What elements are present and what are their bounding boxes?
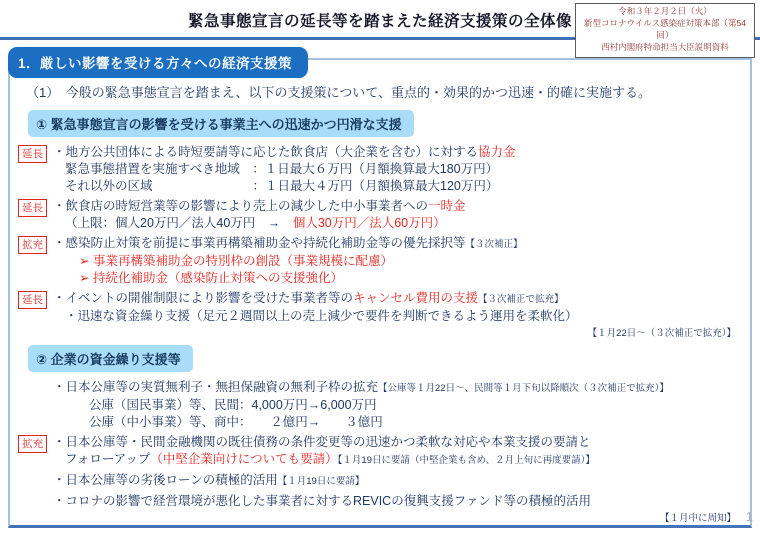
page-number: 1 bbox=[745, 509, 753, 524]
subsection-badge-1: ① 緊急事態宣言の影響を受ける事業主への迅速かつ円滑な支援 bbox=[28, 110, 414, 137]
row-lines bbox=[53, 434, 740, 469]
support-item-row bbox=[18, 434, 740, 469]
text-line bbox=[53, 235, 740, 253]
text-segment: ・日本公庫等・民間金融機関の既往債務の条件変更等の迅速かつ柔軟な対応や本業支援の要請と bbox=[53, 435, 591, 449]
text-segment: 【１月19日に要請（中堅企業も含め、２月上旬に再度要請）】 bbox=[337, 455, 595, 466]
subsection-badge-2: ② 企業の資金繰り支援等 bbox=[28, 345, 193, 372]
text-line bbox=[53, 493, 740, 510]
support-item-row bbox=[18, 235, 740, 287]
support-measures-list bbox=[18, 109, 740, 526]
section-1-heading: 1．厳しい影響を受ける方々への経済支援策 bbox=[8, 47, 308, 78]
meeting-date: 令和３年２月２日（火） bbox=[618, 6, 712, 16]
text-segment: 【公庫等１月22日～、民間等１月下旬以降順次（３次補正で拡充）】 bbox=[378, 383, 669, 394]
text-line bbox=[53, 414, 740, 431]
status-tag-slot bbox=[18, 290, 48, 341]
support-item-row bbox=[18, 144, 740, 195]
text-segment: それ以外の区域 ：１日最大４万円（月額換算最大120万円） bbox=[65, 179, 499, 193]
status-tag: 延長 bbox=[18, 199, 47, 217]
text-segment: 【１月19日に要請】 bbox=[277, 476, 365, 487]
text-line bbox=[53, 397, 740, 414]
highlight-text: 協力金 bbox=[478, 145, 516, 159]
row-lines bbox=[53, 144, 740, 195]
text-segment: 公庫（国民事業）等、民間：4,000万円→6,000万円 bbox=[89, 398, 377, 412]
support-item-row bbox=[18, 379, 740, 431]
text-segment: 【１月中に周知】 bbox=[659, 513, 736, 524]
text-line bbox=[53, 434, 740, 451]
text-segment: 緊急事態措置を実施すべき地域 ：１日最大６万円（月額換算最大180万円） bbox=[65, 162, 499, 176]
text-segment: ・感染防止対策を前提に事業再構築補助金や持続化補助金等の優先採択等 bbox=[53, 236, 466, 250]
text-line bbox=[53, 270, 740, 287]
status-tag-slot bbox=[18, 235, 48, 287]
badge-spacer bbox=[18, 472, 48, 490]
text-line bbox=[53, 161, 740, 178]
meeting-presenter: 西村内閣府特命担当大臣説明資料 bbox=[601, 41, 729, 52]
row-lines bbox=[53, 198, 740, 232]
highlight-text: （中堅企業向けについても要請） bbox=[150, 452, 338, 466]
text-line bbox=[53, 325, 740, 341]
text-segment: ・迅速な資金繰り支援（足元２週間以上の売上減少で要件を判断できるよう運用を柔軟化） bbox=[65, 309, 578, 323]
text-line bbox=[53, 215, 740, 232]
text-segment: ・コロナの影響で経営環境が悪化した事業者に対するREVICの復興支援ファンド等の積極的活用 bbox=[53, 494, 591, 508]
highlight-text: ➢ 持続化補助金（感染防止対策への支援強化） bbox=[79, 271, 343, 285]
text-line bbox=[53, 290, 740, 308]
text-segment: 【１月22日～（３次補正で拡充）】 bbox=[587, 328, 736, 339]
text-segment: 公庫（中小事業）等、商中： ２億円→ ３億円 bbox=[89, 415, 383, 429]
highlight-text: ➢ 事業再構築補助金の特別枠の創設（事業規模に配慮） bbox=[79, 254, 393, 268]
meeting-name: 新型コロナウイルス感染症対策本部（第54回） bbox=[584, 17, 746, 40]
highlight-text: キャンセル費用の支援 bbox=[353, 291, 479, 305]
text-line bbox=[53, 451, 740, 469]
section-intro-text: （1） 今般の緊急事態宣言を踏まえ、以下の支援策について、重点的・効果的かつ迅速・的確に実施する。 bbox=[26, 85, 651, 100]
page-title: 緊急事態宣言の延長等を踏まえた経済支援策の全体像 bbox=[187, 13, 572, 30]
content-box bbox=[8, 58, 752, 528]
text-line bbox=[53, 144, 740, 161]
text-line bbox=[53, 178, 740, 195]
text-segment: 【３次補正】 bbox=[465, 239, 523, 250]
text-line bbox=[53, 253, 740, 270]
status-tag-slot bbox=[18, 434, 48, 469]
badge-spacer bbox=[18, 379, 48, 431]
row-lines bbox=[53, 472, 740, 490]
status-tag-slot bbox=[18, 144, 48, 195]
text-line bbox=[53, 308, 740, 325]
highlight-text: 個人30万円／法人60万円） bbox=[292, 216, 446, 230]
badge-spacer bbox=[18, 493, 48, 526]
status-tag-slot bbox=[18, 198, 48, 232]
highlight-text: 一時金 bbox=[428, 199, 466, 213]
row-lines bbox=[53, 235, 740, 287]
row-lines bbox=[53, 493, 740, 526]
text-segment: ・日本公庫等の実質無利子・無担保融資の無利子枠の拡充 bbox=[53, 380, 379, 394]
status-tag: 拡充 bbox=[18, 236, 47, 254]
text-line bbox=[53, 472, 740, 490]
text-segment: ・イベントの開催制限により影響を受けた事業者等の bbox=[53, 291, 354, 305]
text-segment: （上限：個人20万円／法人40万円 → bbox=[65, 216, 293, 230]
text-line bbox=[53, 510, 740, 526]
text-segment: ・日本公庫等の劣後ローンの積極的活用 bbox=[53, 473, 278, 487]
row-lines bbox=[53, 379, 740, 431]
text-segment: ・地方公共団体による時短要請等に応じた飲食店（大企業を含む）に対する bbox=[53, 145, 479, 159]
meeting-info-box bbox=[575, 3, 755, 58]
support-item-row bbox=[18, 493, 740, 526]
text-segment: 【３次補正で拡充】 bbox=[478, 294, 564, 305]
text-segment: ・飲食店の時短営業等の影響により売上の減少した中小事業者への bbox=[53, 199, 429, 213]
support-item-row bbox=[18, 198, 740, 232]
status-tag: 延長 bbox=[18, 291, 47, 309]
support-item-row bbox=[18, 290, 740, 341]
status-tag: 延長 bbox=[18, 145, 47, 163]
row-lines bbox=[53, 290, 740, 341]
support-item-row bbox=[18, 472, 740, 490]
text-line bbox=[53, 379, 740, 397]
text-segment: フォローアップ bbox=[65, 452, 151, 466]
text-line bbox=[53, 198, 740, 215]
slide-header bbox=[0, 0, 760, 52]
status-tag: 拡充 bbox=[18, 435, 47, 453]
